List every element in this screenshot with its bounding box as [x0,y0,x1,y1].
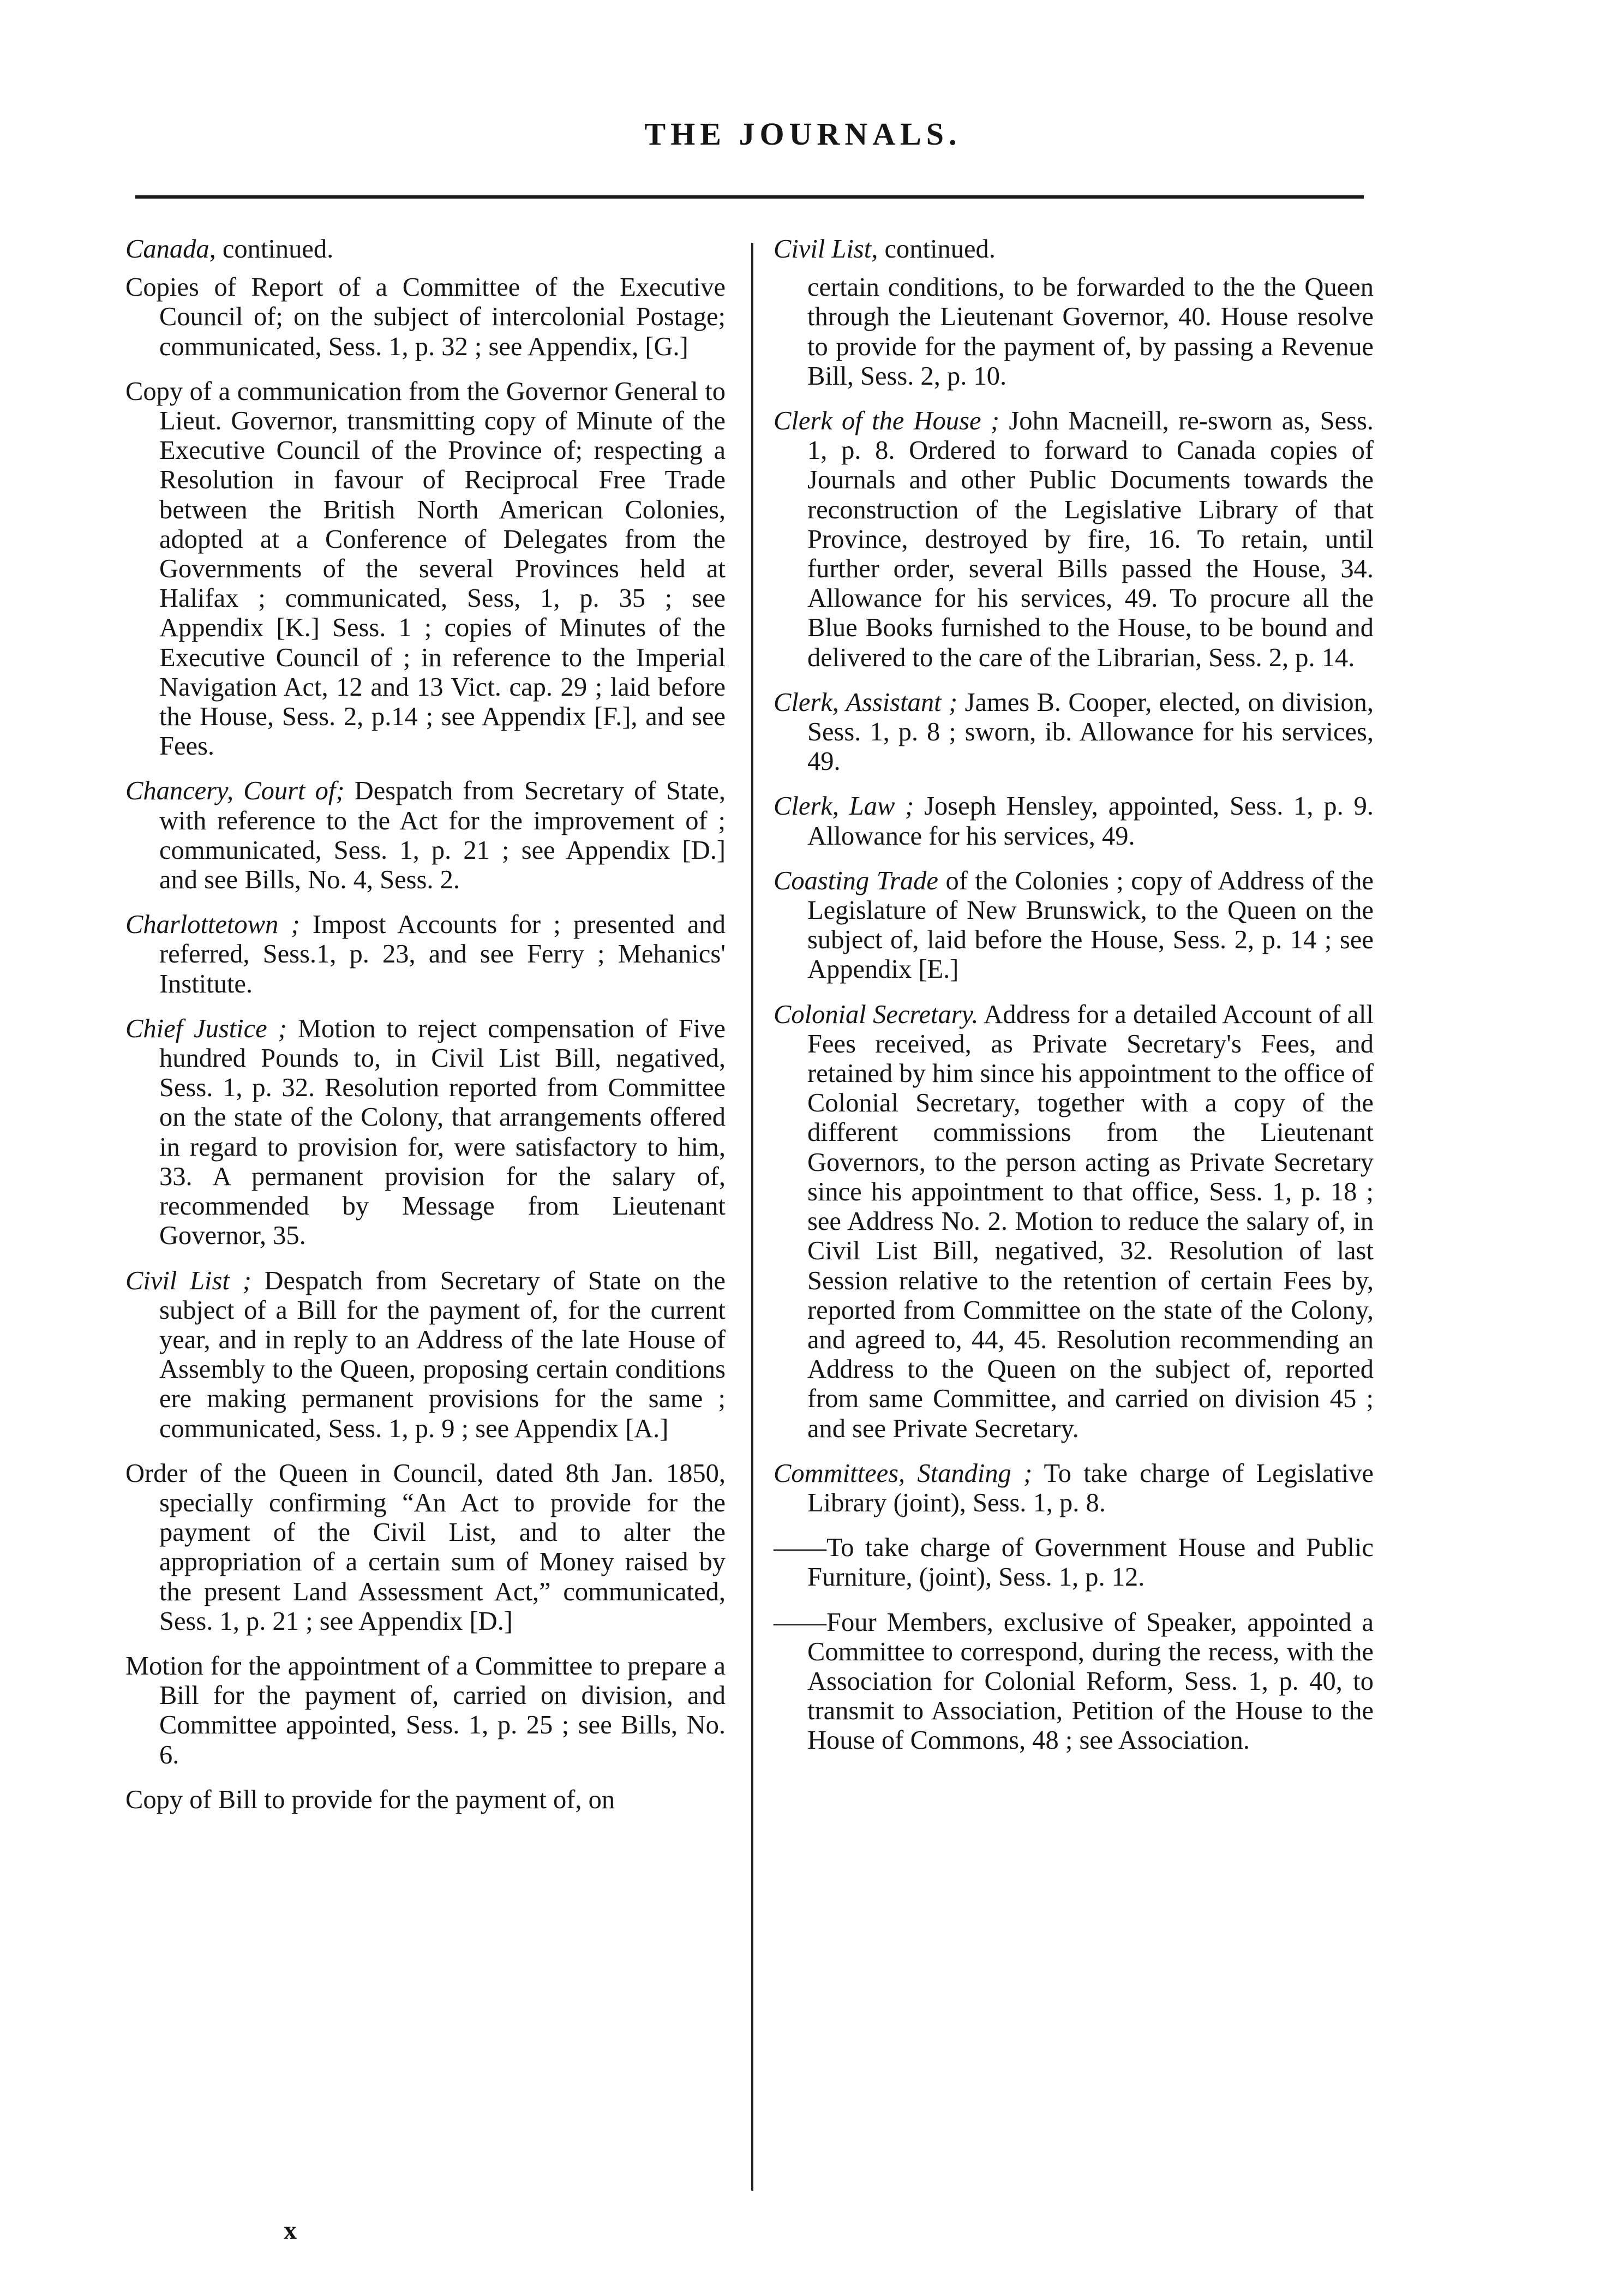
index-entry [125,1266,726,1444]
entry-text: Address for a detailed Account of all Fees received, as Private Secretary's Fees, and retained by him since his appointment to the office of Colonial Secretary, together with a copy of the different commissions from the Lieutenant Governors, to the person acting as Private Secretary since his appointment to that office, Sess. 1, p. 18 ; see Address No. 2. Motion to reduce the salary of, in Civil List Bill, negatived, 32. Resolution of last Session relative to the retention of certain Fees by, reported from Committee on the state of the Colony, and agreed to, 44, 45. Resolution recommending an Address to the Queen on the subject of, reported from same Committee, and carried on division 45 ; and see Private Secretary. [807,1000,1374,1443]
entry-text: Copy of Bill to provide for the payment of, on [125,1785,615,1814]
index-entry [125,1014,726,1251]
index-subentry [774,1608,1374,1756]
entry-text: Motion for the appointment of a Committee to prepare a Bill for the payment of, carried on division, and Committee appointed, Sess. 1, p. 25 ; see Bills, No. 6. [125,1651,726,1769]
entry-heading: Clerk, Assistant ; [774,687,958,717]
entry-text: Impost Accounts for ; presented and referred, Sess.1, p. 23, and see Ferry ; Mehanics' Institute. [159,910,726,998]
entry-text: of the Colonies ; copy of Address of the Legislature of New Brunswick, to the Queen on the subject of, laid before the House, Sess. 2, p. 14 ; see Appendix [E.] [807,866,1374,984]
index-entry [774,866,1374,985]
entry-text: ——To take charge of Government House and Public Furniture, (joint), Sess. 1, p. 12. [774,1533,1374,1592]
index-entry [774,1000,1374,1444]
column-divider [751,243,753,2191]
entry-heading: Civil List, [774,235,878,264]
entry-text: continued. [878,235,996,264]
entry-heading: Coasting Trade [774,866,938,895]
entry-text: Order of the Queen in Council, dated 8th Jan. 1850, specially confirming “An Act to provide for the payment of the Civil List, and to alter the appropriation of a certain sum of Money raised by the present Land Assessment Act,” communicated, Sess. 1, p. 21 ; see Appendix [D.] [125,1458,726,1636]
entry-heading: Charlottetown ; [125,910,300,940]
entry-text: Motion to reject compensation of Five hundred Pounds to, in Civil List Bill, negatived, Sess. 1, p. 32. Resolution reported from Committee on the state of the Colony, that arrangements offered in regard to provision for, were satisfactory to him, 33. A permanent provision for the salary of, recommended by Message from Lieutenant Governor, 35. [159,1014,726,1251]
entry-text: Despatch from Secretary of State, with reference to the Act for the improvement of ; communicated, Sess. 1, p. 21 ; see Appendix [D.] and see Bills, No. 4, Sess. 2. [159,776,726,895]
entry-text: To take charge of Legislative Library (joint), Sess. 1, p. 8. [807,1458,1374,1517]
index-entry [125,1785,726,1815]
page-title: THE JOURNALS. [644,116,962,152]
entry-text: Joseph Hensley, appointed, Sess. 1, p. 9. Allowance for his services, 49. [807,792,1374,851]
entry-heading: Canada, [125,235,216,264]
entry-text: John Macneill, re-sworn as, Sess. 1, p. 8. Ordered to forward to Canada copies of Journals and other Public Documents towards the reconstruction of the Legislative Library of that Province, destroyed by fire, 16. To retain, until further order, several Bills passed the House, 34. Allowance for his services, 49. To procure all the Blue Books furnished to the House, to be bound and delivered to the care of the Librarian, Sess. 2, p. 14. [807,406,1374,672]
entry-heading: Civil List ; [125,1266,251,1295]
entry-text: continued. [215,235,334,264]
index-subentry [774,1533,1374,1592]
signature-mark: x [284,2216,297,2245]
continuation-heading [774,235,1374,264]
entry-text: Copy of a communication from the Governor General to Lieut. Governor, transmitting copy of Minute of the Executive Council of the Province of; respecting a Resolution in favour of Reciprocal Free Trade between the British North American Colonies, adopted at a Conference of Delegates from the Governments of the several Provinces held at Halifax ; communicated, Sess, 1, p. 35 ; see Appendix [K.] Sess. 1 ; copies of Minutes of the Executive Council of ; in reference to the Imperial Navigation Act, 12 and 13 Vict. cap. 29 ; laid before the House, Sess. 2, p.14 ; see Appendix [F.], and see Fees. [125,376,726,761]
left-column [125,235,726,1830]
entry-text: certain conditions, to be forwarded to the the Queen through the Lieutenant Governor, 40. House resolve to provide for the payment of, by passing a Revenue Bill, Sess. 2, p. 10. [807,273,1374,391]
index-entry [125,776,726,895]
entry-text: James B. Cooper, elected, on division, Sess. 1, p. 8 ; sworn, ib. Allowance for his services, 49. [807,687,1374,776]
continuation-heading [125,235,726,264]
entry-heading: Chancery, Court of; [125,776,345,806]
index-entry [125,273,726,362]
index-entry [125,1459,726,1636]
right-column [774,235,1374,1771]
entry-heading: Clerk of the House ; [774,406,1000,436]
entry-text: Copies of Report of a Committee of the Executive Council of; on the subject of intercolonial Postage; communicated, Sess. 1, p. 32 ; see Appendix, [G.] [125,273,726,361]
index-entry [125,377,726,762]
index-entry [774,1459,1374,1518]
entry-text: ——Four Members, exclusive of Speaker, appointed a Committee to correspond, during the recess, with the Association for Colonial Reform, Sess. 1, p. 40, to transmit to Association, Petition of the House to the House of Commons, 48 ; see Association. [774,1607,1374,1755]
entry-heading: Committees, Standing ; [774,1458,1033,1488]
entry-heading: Chief Justice ; [125,1014,287,1043]
continued-entry [774,273,1374,391]
entry-text: Despatch from Secretary of State on the subject of a Bill for the payment of, for the current year, and in reply to an Address of the late House of Assembly to the Queen, proposing certain conditions ere making permanent provisions for the same ; communicated, Sess. 1, p. 9 ; see Appendix [A.] [159,1266,726,1443]
entry-heading: Colonial Secretary. [774,1000,979,1029]
index-entry [774,688,1374,777]
index-entry [774,406,1374,673]
header-rule [135,195,1364,199]
index-entry [774,792,1374,851]
entry-heading: Clerk, Law ; [774,792,914,821]
index-entry [125,1652,726,1770]
index-entry [125,910,726,999]
